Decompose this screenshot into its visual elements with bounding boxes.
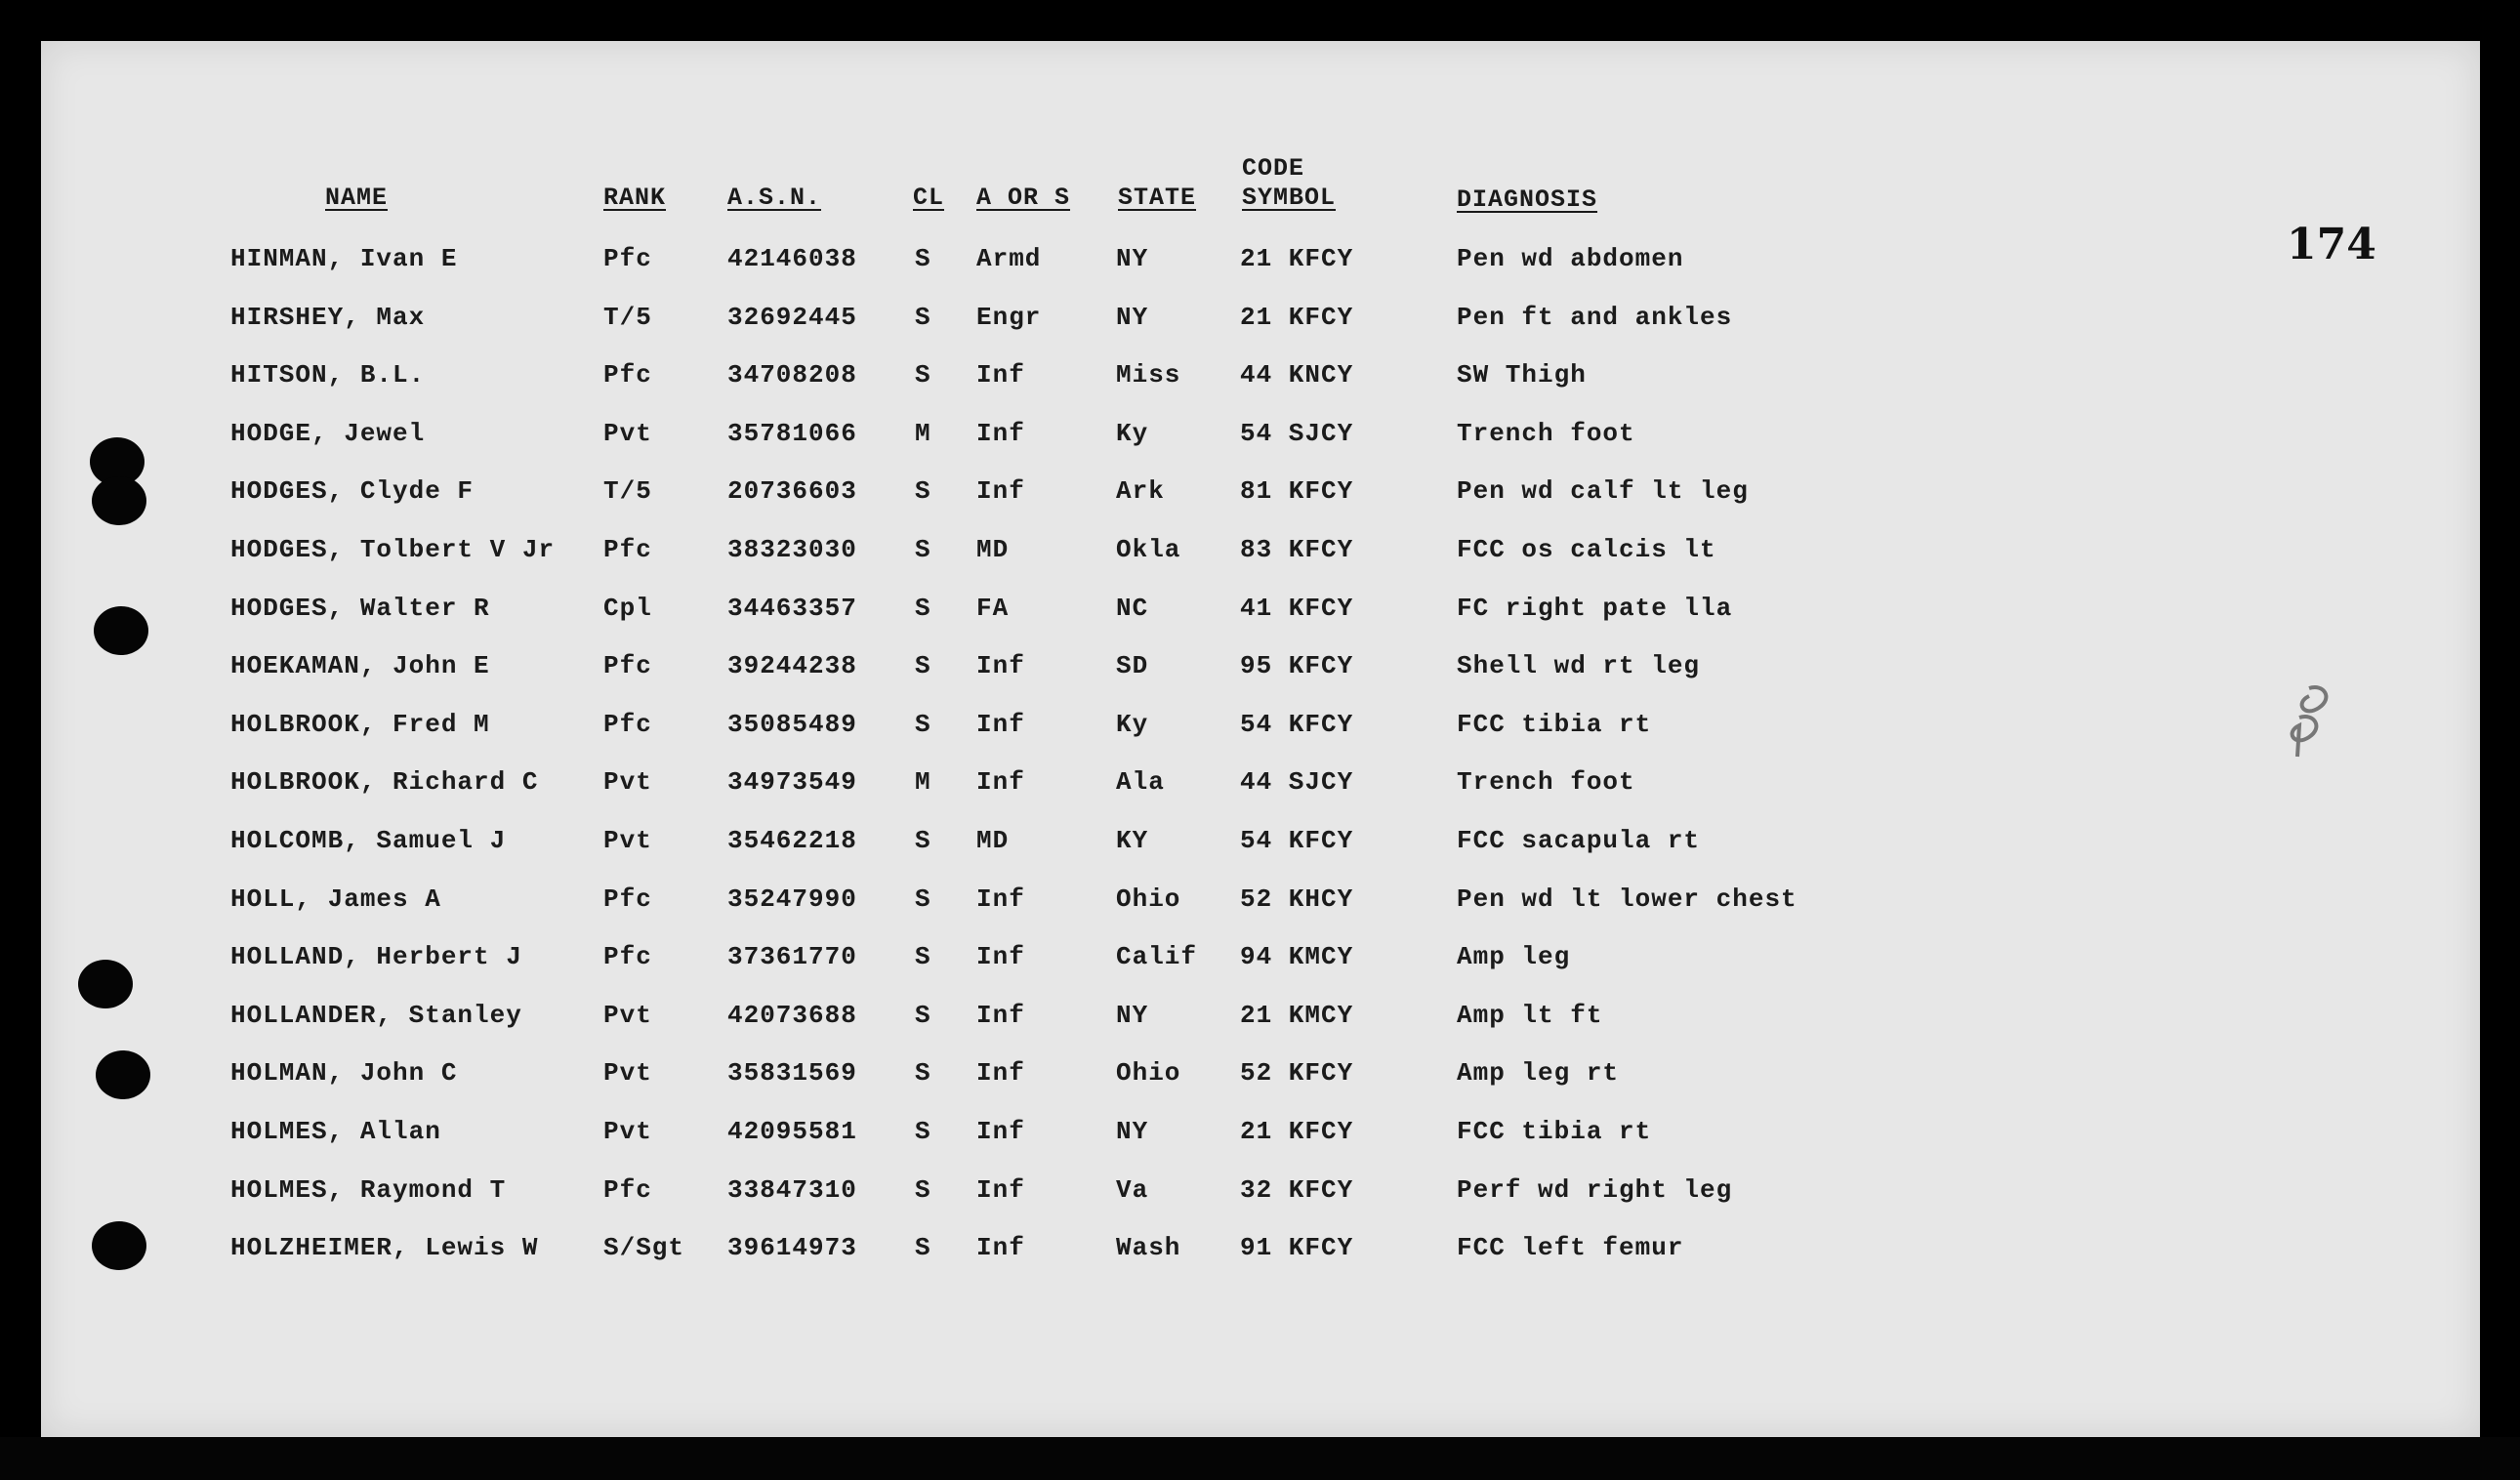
header-name: NAME	[325, 184, 389, 212]
cell-code-symbol: 44 KNCY	[1240, 360, 1354, 390]
cell-cl: M	[915, 419, 931, 448]
cell-a-or-s: FA	[976, 594, 1010, 623]
cell-code-symbol: 52 KHCY	[1240, 884, 1354, 914]
cell-rank: Cpl	[603, 594, 652, 623]
cell-asn: 39244238	[727, 651, 857, 680]
cell-state: NC	[1116, 594, 1149, 623]
cell-name: HOLMES, Allan	[230, 1117, 441, 1146]
cell-state: SD	[1116, 651, 1149, 680]
cell-cl: S	[915, 535, 931, 564]
cell-state: NY	[1116, 244, 1149, 273]
cell-rank: Pfc	[603, 884, 652, 914]
cell-state: NY	[1116, 303, 1149, 332]
cell-state: Ohio	[1116, 1058, 1181, 1088]
cell-a-or-s: Inf	[976, 710, 1025, 739]
cell-asn: 34708208	[727, 360, 857, 390]
cell-diagnosis: Pen wd calf lt leg	[1457, 476, 1749, 506]
cell-diagnosis: FCC tibia rt	[1457, 710, 1652, 739]
cell-rank: T/5	[603, 476, 652, 506]
cell-asn: 35085489	[727, 710, 857, 739]
cell-name: HOLLANDER, Stanley	[230, 1001, 522, 1030]
cell-cl: S	[915, 1117, 931, 1146]
header-asn: A.S.N.	[727, 184, 822, 212]
handwritten-mark	[2280, 678, 2348, 766]
cell-cl: S	[915, 1233, 931, 1262]
cell-state: Va	[1116, 1175, 1149, 1205]
cell-a-or-s: Inf	[976, 360, 1025, 390]
cell-rank: Pfc	[603, 360, 652, 390]
cell-diagnosis: FCC sacapula rt	[1457, 826, 1701, 855]
cell-diagnosis: SW Thigh	[1457, 360, 1587, 390]
cell-a-or-s: Inf	[976, 942, 1025, 971]
cell-asn: 35247990	[727, 884, 857, 914]
cell-asn: 42095581	[727, 1117, 857, 1146]
cell-a-or-s: MD	[976, 826, 1010, 855]
punch-hole	[92, 476, 146, 525]
cell-asn: 35831569	[727, 1058, 857, 1088]
cell-rank: Pvt	[603, 767, 652, 797]
cell-code-symbol: 52 KFCY	[1240, 1058, 1354, 1088]
punch-hole	[92, 1221, 146, 1270]
cell-rank: Pfc	[603, 651, 652, 680]
cell-diagnosis: Shell wd rt leg	[1457, 651, 1701, 680]
cell-name: HOEKAMAN, John E	[230, 651, 490, 680]
cell-rank: Pvt	[603, 1117, 652, 1146]
cell-state: Ark	[1116, 476, 1165, 506]
cell-cl: S	[915, 1001, 931, 1030]
cell-name: HOLZHEIMER, Lewis W	[230, 1233, 539, 1262]
cell-code-symbol: 21 KFCY	[1240, 1117, 1354, 1146]
cell-state: Calif	[1116, 942, 1198, 971]
cell-a-or-s: Armd	[976, 244, 1042, 273]
cell-code-symbol: 81 KFCY	[1240, 476, 1354, 506]
punch-hole	[78, 960, 133, 1008]
cell-a-or-s: Inf	[976, 1117, 1025, 1146]
cell-asn: 33847310	[727, 1175, 857, 1205]
cell-diagnosis: FCC os calcis lt	[1457, 535, 1716, 564]
cell-a-or-s: Inf	[976, 1058, 1025, 1088]
cell-cl: S	[915, 360, 931, 390]
cell-state: Ky	[1116, 710, 1149, 739]
cell-rank: Pfc	[603, 710, 652, 739]
cell-a-or-s: Inf	[976, 1175, 1025, 1205]
cell-state: NY	[1116, 1001, 1149, 1030]
punch-hole	[96, 1050, 150, 1099]
cell-rank: Pvt	[603, 419, 652, 448]
cell-rank: Pfc	[603, 1175, 652, 1205]
cell-asn: 42146038	[727, 244, 857, 273]
cell-code-symbol: 54 KFCY	[1240, 826, 1354, 855]
cell-code-symbol: 21 KFCY	[1240, 244, 1354, 273]
cell-asn: 42073688	[727, 1001, 857, 1030]
cell-code-symbol: 41 KFCY	[1240, 594, 1354, 623]
cell-code-symbol: 44 SJCY	[1240, 767, 1354, 797]
cell-diagnosis: Perf wd right leg	[1457, 1175, 1733, 1205]
cell-state: Wash	[1116, 1233, 1181, 1262]
header-diagnosis: DIAGNOSIS	[1457, 185, 1598, 214]
cell-name: HOLL, James A	[230, 884, 441, 914]
cell-diagnosis: Amp leg	[1457, 942, 1571, 971]
cell-cl: S	[915, 942, 931, 971]
cell-code-symbol: 54 SJCY	[1240, 419, 1354, 448]
cell-cl: S	[915, 476, 931, 506]
cell-diagnosis: Trench foot	[1457, 767, 1635, 797]
cell-name: HOLMES, Raymond T	[230, 1175, 507, 1205]
cell-a-or-s: Inf	[976, 419, 1025, 448]
header-a-or-s: A OR S	[976, 184, 1071, 212]
cell-asn: 35462218	[727, 826, 857, 855]
cell-rank: Pfc	[603, 942, 652, 971]
cell-diagnosis: Trench foot	[1457, 419, 1635, 448]
header-cl: CL	[913, 184, 945, 212]
cell-state: Miss	[1116, 360, 1181, 390]
cell-cl: M	[915, 767, 931, 797]
cell-diagnosis: FCC tibia rt	[1457, 1117, 1652, 1146]
cell-asn: 37361770	[727, 942, 857, 971]
cell-diagnosis: Pen wd abdomen	[1457, 244, 1684, 273]
punch-hole	[94, 606, 148, 655]
cell-cl: S	[915, 594, 931, 623]
cell-rank: Pvt	[603, 826, 652, 855]
cell-cl: S	[915, 1175, 931, 1205]
cell-name: HODGES, Walter R	[230, 594, 490, 623]
cell-cl: S	[915, 244, 931, 273]
cell-rank: S/Sgt	[603, 1233, 685, 1262]
cell-state: Ohio	[1116, 884, 1181, 914]
cell-code-symbol: 21 KFCY	[1240, 303, 1354, 332]
cell-code-symbol: 54 KFCY	[1240, 710, 1354, 739]
cell-name: HODGES, Tolbert V Jr	[230, 535, 556, 564]
cell-a-or-s: MD	[976, 535, 1010, 564]
cell-code-symbol: 94 KMCY	[1240, 942, 1354, 971]
cell-a-or-s: Inf	[976, 767, 1025, 797]
cell-state: Ala	[1116, 767, 1165, 797]
cell-name: HOLMAN, John C	[230, 1058, 458, 1088]
cell-name: HODGE, Jewel	[230, 419, 426, 448]
cell-code-symbol: 83 KFCY	[1240, 535, 1354, 564]
cell-name: HODGES, Clyde F	[230, 476, 475, 506]
cell-name: HINMAN, Ivan E	[230, 244, 458, 273]
cell-a-or-s: Inf	[976, 651, 1025, 680]
cell-name: HITSON, B.L.	[230, 360, 426, 390]
cell-asn: 20736603	[727, 476, 857, 506]
cell-name: HOLCOMB, Samuel J	[230, 826, 507, 855]
cell-rank: T/5	[603, 303, 652, 332]
cell-cl: S	[915, 826, 931, 855]
cell-asn: 34973549	[727, 767, 857, 797]
cell-code-symbol: 21 KMCY	[1240, 1001, 1354, 1030]
cell-a-or-s: Inf	[976, 1233, 1025, 1262]
cell-cl: S	[915, 884, 931, 914]
cell-diagnosis: Amp lt ft	[1457, 1001, 1603, 1030]
page-number: 174	[2287, 220, 2376, 269]
cell-diagnosis: Pen ft and ankles	[1457, 303, 1733, 332]
cell-code-symbol: 95 KFCY	[1240, 651, 1354, 680]
cell-code-symbol: 91 KFCY	[1240, 1233, 1354, 1262]
header-state: STATE	[1118, 184, 1197, 212]
cell-name: HOLLAND, Herbert J	[230, 942, 522, 971]
cell-rank: Pfc	[603, 244, 652, 273]
cell-rank: Pvt	[603, 1001, 652, 1030]
cell-a-or-s: Inf	[976, 1001, 1025, 1030]
cell-code-symbol: 32 KFCY	[1240, 1175, 1354, 1205]
cell-rank: Pvt	[603, 1058, 652, 1088]
cell-diagnosis: Pen wd lt lower chest	[1457, 884, 1797, 914]
cell-name: HOLBROOK, Richard C	[230, 767, 539, 797]
cell-a-or-s: Inf	[976, 884, 1025, 914]
bottom-border	[0, 1437, 2520, 1480]
cell-diagnosis: FC right pate lla	[1457, 594, 1733, 623]
cell-cl: S	[915, 651, 931, 680]
cell-state: Ky	[1116, 419, 1149, 448]
cell-state: Okla	[1116, 535, 1181, 564]
cell-diagnosis: Amp leg rt	[1457, 1058, 1620, 1088]
cell-rank: Pfc	[603, 535, 652, 564]
cell-state: KY	[1116, 826, 1149, 855]
cell-cl: S	[915, 710, 931, 739]
cell-state: NY	[1116, 1117, 1149, 1146]
header-symbol: SYMBOL	[1242, 184, 1337, 212]
header-rank: RANK	[603, 184, 667, 212]
cell-a-or-s: Inf	[976, 476, 1025, 506]
cell-cl: S	[915, 303, 931, 332]
cell-a-or-s: Engr	[976, 303, 1042, 332]
cell-cl: S	[915, 1058, 931, 1088]
cell-asn: 38323030	[727, 535, 857, 564]
cell-diagnosis: FCC left femur	[1457, 1233, 1684, 1262]
cell-name: HIRSHEY, Max	[230, 303, 426, 332]
cell-asn: 35781066	[727, 419, 857, 448]
cell-asn: 32692445	[727, 303, 857, 332]
cell-asn: 39614973	[727, 1233, 857, 1262]
cell-name: HOLBROOK, Fred M	[230, 710, 490, 739]
header-code: CODE	[1242, 154, 1305, 183]
cell-asn: 34463357	[727, 594, 857, 623]
